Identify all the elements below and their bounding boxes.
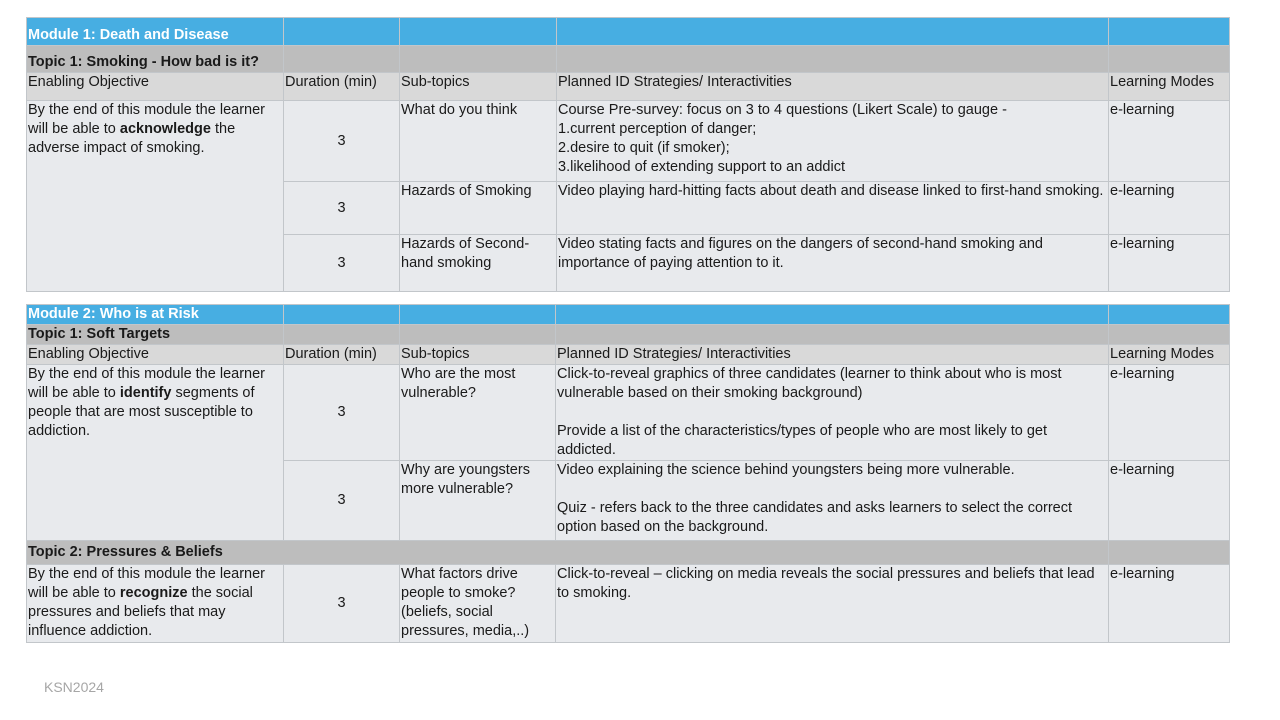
- strategy-cell: Click-to-reveal – clicking on media reveals the social pressures and beliefs that lead to smoking.: [556, 565, 1109, 643]
- col-subtopics-header: Sub-topics: [400, 345, 556, 365]
- col-duration-header: Duration (min): [284, 345, 400, 365]
- module-title: Module 1: Death and Disease: [27, 18, 284, 46]
- subtopic-cell: What factors drive people to smoke? (beliefs, social pressures, media,..): [400, 565, 556, 643]
- duration-cell: 3: [284, 461, 400, 541]
- enabling-objective: By the end of this module the learner will be able to acknowledge the adverse impact of smoking.: [27, 101, 284, 292]
- strategy-cell: Course Pre-survey: focus on 3 to 4 questions (Likert Scale) to gauge - 1.current perception of danger; 2.desire to quit (if smoker); 3.likelihood of extending support to an addict: [557, 101, 1109, 182]
- subtopic-cell: What do you think: [400, 101, 557, 182]
- topic-row: [27, 46, 1230, 73]
- col-modes-header: Learning Modes: [1109, 345, 1230, 365]
- duration-cell: 3: [284, 365, 400, 461]
- enabling-objective: By the end of this module the learner will be able to identify segments of people that are most susceptible to addiction.: [27, 365, 284, 541]
- learning-mode-cell: e-learning: [1109, 565, 1230, 643]
- module-2-table: [26, 304, 1230, 643]
- duration-cell: 3: [284, 565, 400, 643]
- subtopic-cell: Why are youngsters more vulnerable?: [400, 461, 556, 541]
- strategy-cell: Video playing hard-hitting facts about death and disease linked to first-hand smoking.: [557, 182, 1109, 235]
- enabling-objective: By the end of this module the learner will be able to recognize the social pressures and beliefs that may influence addiction.: [27, 565, 284, 643]
- col-objective-header: Enabling Objective: [27, 345, 284, 365]
- subtopic-cell: Hazards of Smoking: [400, 182, 557, 235]
- footer-label: KSN2024: [44, 679, 104, 695]
- topic-row: [27, 325, 1230, 345]
- learning-mode-cell: e-learning: [1109, 365, 1230, 461]
- learning-mode-cell: e-learning: [1109, 235, 1230, 292]
- table-row: [27, 365, 1230, 461]
- column-header-row: [27, 345, 1230, 365]
- module-header-row: [27, 305, 1230, 325]
- learning-mode-cell: e-learning: [1109, 461, 1230, 541]
- strategy-cell: Click-to-reveal graphics of three candidates (learner to think about who is most vulnerable based on their smoking background) Provide a list of the characteristics/types of people who are most likely to get addicted.: [556, 365, 1109, 461]
- strategy-cell: Video stating facts and figures on the dangers of second-hand smoking and importance of paying attention to it.: [557, 235, 1109, 292]
- learning-mode-cell: e-learning: [1109, 101, 1230, 182]
- table-row: [27, 101, 1230, 182]
- learning-mode-cell: e-learning: [1109, 182, 1230, 235]
- col-strategies-header: Planned ID Strategies/ Interactivities: [557, 73, 1109, 101]
- strategy-cell: Video explaining the science behind youngsters being more vulnerable. Quiz - refers back to the three candidates and asks learners to select the correct option based on the background.: [556, 461, 1109, 541]
- table-row: [27, 565, 1230, 643]
- subtopic-cell: Hazards of Second-hand smoking: [400, 235, 557, 292]
- topic-row: [27, 541, 1230, 565]
- module-header-row: [27, 18, 1230, 46]
- module-1-table: [26, 17, 1230, 292]
- duration-cell: 3: [284, 182, 400, 235]
- module-title: Module 2: Who is at Risk: [27, 305, 284, 325]
- duration-cell: 3: [284, 235, 400, 292]
- topic-title: Topic 1: Soft Targets: [27, 325, 284, 345]
- topic-title: Topic 2: Pressures & Beliefs: [27, 541, 1109, 565]
- col-strategies-header: Planned ID Strategies/ Interactivities: [556, 345, 1109, 365]
- col-objective-header: Enabling Objective: [27, 73, 284, 101]
- column-header-row: [27, 73, 1230, 101]
- topic-title: Topic 1: Smoking - How bad is it?: [27, 46, 284, 73]
- col-subtopics-header: Sub-topics: [400, 73, 557, 101]
- duration-cell: 3: [284, 101, 400, 182]
- col-modes-header: Learning Modes: [1109, 73, 1230, 101]
- col-duration-header: Duration (min): [284, 73, 400, 101]
- subtopic-cell: Who are the most vulnerable?: [400, 365, 556, 461]
